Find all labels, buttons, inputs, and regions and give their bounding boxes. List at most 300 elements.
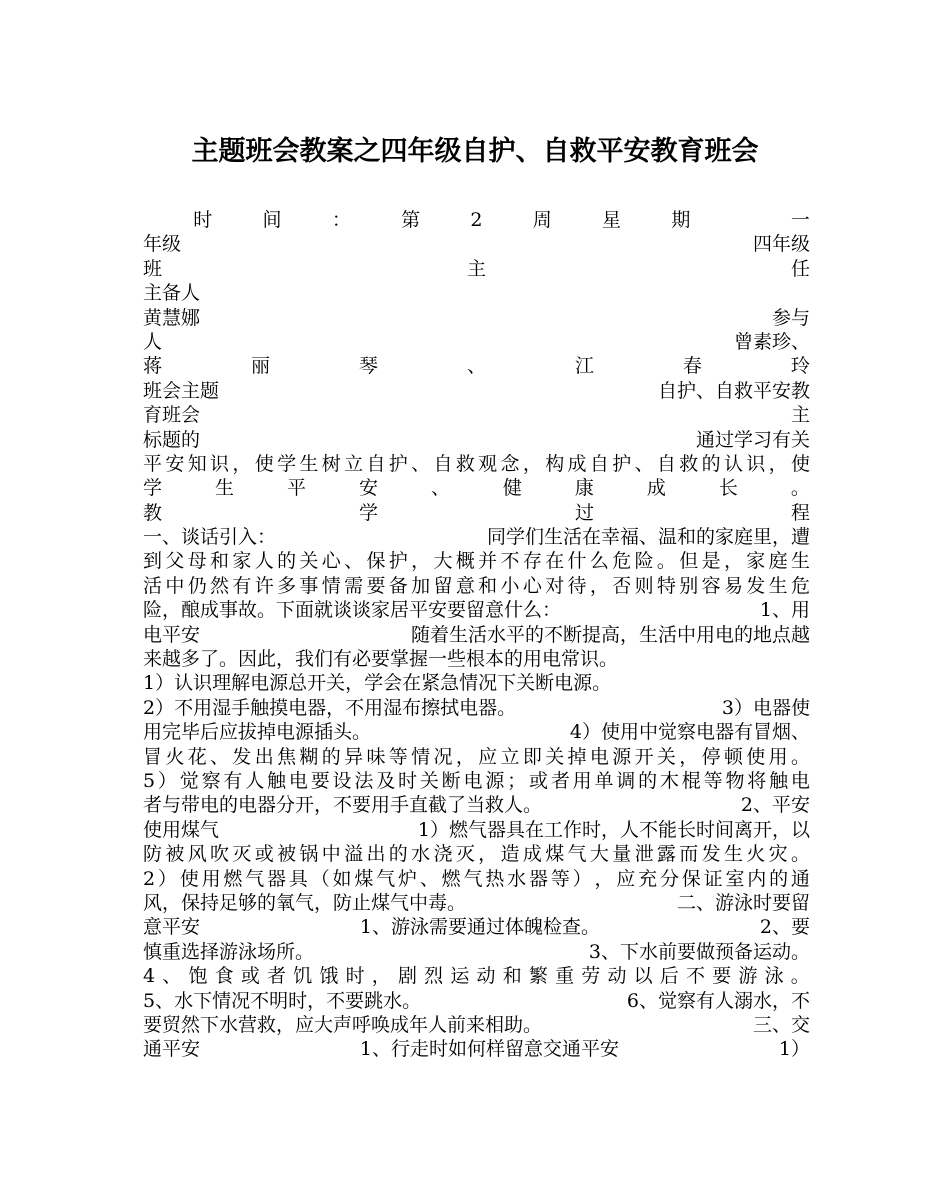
text-char: 需 <box>344 574 364 597</box>
text-char: 运 <box>450 965 470 988</box>
text-char: 具 <box>288 867 308 890</box>
text-char: 浇 <box>433 843 453 866</box>
text-char: 险 <box>634 550 654 573</box>
text-char: 么 <box>589 550 609 573</box>
text-char: 单 <box>594 769 614 792</box>
text-char: 燃 <box>223 867 243 890</box>
text-segment: 长 <box>718 477 738 500</box>
text-char: 器 <box>528 867 548 890</box>
text-segment: 第 <box>401 209 421 231</box>
text-segment: 4）使用中觉察电器有冒烟、 <box>569 721 810 744</box>
text-line <box>143 549 810 573</box>
text-char: 、 <box>162 965 182 988</box>
text-char: 饱 <box>188 965 208 988</box>
text-char: 4 <box>143 965 156 988</box>
text-line <box>143 793 810 817</box>
text-char: 特 <box>656 574 676 597</box>
text-char: 量 <box>612 843 632 866</box>
text-char: 的 <box>388 843 408 866</box>
text-char: 家 <box>232 550 252 573</box>
text-char: ） <box>157 867 177 890</box>
text-char: 待 <box>567 574 587 597</box>
text-segment: 慎重选择游泳场所。 <box>143 940 315 963</box>
text-char: 调 <box>616 769 636 792</box>
text-segment: 班会主题 <box>143 379 220 402</box>
text-segment: ： <box>331 209 351 231</box>
text-char: 中 <box>321 843 341 866</box>
text-line <box>143 428 810 452</box>
text-char: ， <box>411 550 431 573</box>
text-segment: 丽 <box>250 355 270 378</box>
text-char: 容 <box>701 574 721 597</box>
text-segment: 、 <box>466 355 486 378</box>
text-segment: 四年级 <box>752 233 810 256</box>
text-char: 许 <box>254 574 274 597</box>
text-segment: 班 <box>143 257 163 280</box>
text-segment: 使用煤气 <box>143 818 220 841</box>
text-line <box>143 501 810 525</box>
text-char: 要 <box>712 965 732 988</box>
text-char: 分 <box>659 867 679 890</box>
text-char: 泳 <box>764 965 784 988</box>
text-line <box>143 696 810 720</box>
text-char: 并 <box>478 550 498 573</box>
text-char: 用 <box>201 867 221 890</box>
text-char: 立 <box>344 452 364 475</box>
text-char: 露 <box>656 843 676 866</box>
text-segment: 三、交 <box>752 1013 810 1036</box>
text-segment: 主 <box>790 404 810 427</box>
text-char: 树 <box>321 452 341 475</box>
text-segment: 电平安 <box>143 623 201 646</box>
text-char: 等 <box>703 769 723 792</box>
text-char: 存 <box>522 550 542 573</box>
text-char: 气 <box>567 843 587 866</box>
text-segment: 2）不用湿手触摸电器，不用湿布擦拭电器。 <box>143 696 517 719</box>
text-line <box>143 476 810 500</box>
text-char: 成 <box>567 452 587 475</box>
text-char: 救 <box>679 452 699 475</box>
text-line <box>143 403 810 427</box>
text-line <box>143 915 810 939</box>
text-char: 生 <box>299 452 319 475</box>
text-char: 源 <box>485 769 505 792</box>
text-char: 物 <box>725 769 745 792</box>
text-char: 出 <box>254 745 274 768</box>
text-char: 关 <box>545 745 565 768</box>
text-char: 烈 <box>424 965 444 988</box>
text-segment: 1）燃气器具在工作时，人不能长时间离开，以 <box>417 818 810 841</box>
text-char: 事 <box>299 574 319 597</box>
text-line <box>143 769 810 793</box>
text-char: 发 <box>746 574 766 597</box>
text-segment: 期 <box>671 209 691 231</box>
text-char: 应 <box>616 867 636 890</box>
text-char: 人 <box>254 550 274 573</box>
text-line <box>143 232 810 256</box>
text-segment: 过 <box>574 501 594 524</box>
text-char: （ <box>310 867 330 890</box>
document-body <box>143 208 810 1062</box>
text-char: 等 <box>388 745 408 768</box>
text-char: 气 <box>245 867 265 890</box>
text-char: 仍 <box>187 574 207 597</box>
text-char: 什 <box>567 550 587 573</box>
text-char: 别 <box>679 574 699 597</box>
text-segment: 1、行走时如何样留意交通平安 <box>359 1038 619 1061</box>
text-char: 锅 <box>299 843 319 866</box>
text-char: 则 <box>634 574 654 597</box>
text-segment: 年级 <box>143 233 182 256</box>
text-line <box>143 867 810 891</box>
text-segment: 时 <box>193 209 213 231</box>
text-char: 断 <box>441 769 461 792</box>
text-char: 庭 <box>768 550 788 573</box>
text-char: 自 <box>366 452 386 475</box>
text-line <box>143 306 810 330</box>
text-segment: 3、下水前要做预备运动。 <box>588 940 810 963</box>
text-char: 但 <box>679 550 699 573</box>
text-line <box>143 623 810 647</box>
text-char: 的 <box>638 769 658 792</box>
text-segment: 来越多了。因此，我们有必要掌握一些根本的用电常识。 <box>143 648 619 671</box>
text-segment: 玲 <box>790 355 810 378</box>
text-char: 味 <box>366 745 386 768</box>
text-segment: 风，保持足够的氧气，防止煤气中毒。 <box>143 891 467 914</box>
text-char: 。 <box>790 965 810 988</box>
text-char: 花 <box>187 745 207 768</box>
text-char: ， <box>723 550 743 573</box>
text-char: 溢 <box>344 843 364 866</box>
text-char: ， <box>371 965 391 988</box>
text-char: 大 <box>433 550 453 573</box>
text-segment: 间 <box>262 209 282 231</box>
text-char: 者 <box>550 769 570 792</box>
text-char: 电 <box>790 769 810 792</box>
text-char: 自 <box>433 452 453 475</box>
text-char: ， <box>589 574 609 597</box>
text-char: 心 <box>321 550 341 573</box>
text-char: 中 <box>165 574 185 597</box>
text-char: 停 <box>701 745 721 768</box>
text-char: 如 <box>332 867 352 890</box>
text-char: 使 <box>179 867 199 890</box>
text-char: 意 <box>455 574 475 597</box>
text-char: 水 <box>507 867 527 890</box>
text-char: 识 <box>210 452 230 475</box>
text-char: 泄 <box>634 843 654 866</box>
text-segment: 生 <box>214 477 234 500</box>
text-segment: 1） <box>778 1038 810 1061</box>
text-char: 灭 <box>232 843 252 866</box>
text-line <box>143 452 810 476</box>
text-char: 识 <box>746 452 766 475</box>
text-char: 关 <box>299 550 319 573</box>
text-line <box>143 330 810 354</box>
text-char: 糊 <box>299 745 319 768</box>
text-char: 活 <box>143 574 163 597</box>
text-char: 时 <box>345 965 365 988</box>
text-segment: 自护、自救平安教 <box>657 379 810 402</box>
text-segment: 险，酿成事故。下面就谈谈家居平安要留意什么： <box>143 599 562 622</box>
document-title: 主题班会教案之四年级自护、自救平安教育班会 <box>191 136 759 167</box>
text-char: 人 <box>245 769 265 792</box>
text-char: ） <box>157 769 177 792</box>
text-segment: 2、要 <box>759 916 810 939</box>
text-segment: 同学们生活在幸福、温和的家庭里，遭 <box>486 526 810 549</box>
text-segment: 二、游泳时要留 <box>676 891 810 914</box>
text-char: 5 <box>143 769 156 792</box>
text-char: 法 <box>354 769 374 792</box>
text-segment: 主备人 <box>143 282 201 305</box>
text-char: ） <box>572 867 592 890</box>
text-char: 通 <box>790 867 810 890</box>
text-char: 易 <box>723 574 743 597</box>
text-segment: 学 <box>358 501 378 524</box>
text-segment: 蒋 <box>143 355 163 378</box>
text-line <box>143 842 810 866</box>
text-char: 电 <box>463 769 483 792</box>
text-segment: 黄慧娜 <box>143 306 201 329</box>
text-segment: 曾素珍、 <box>733 330 810 353</box>
text-segment: 一、谈话引入： <box>143 526 277 549</box>
text-char: 煤 <box>545 843 565 866</box>
text-char: 立 <box>500 745 520 768</box>
text-char: 生 <box>790 550 810 573</box>
text-segment: 周 <box>532 209 552 231</box>
text-char: 顿 <box>723 745 743 768</box>
text-char: 或 <box>528 769 548 792</box>
text-char: ； <box>507 769 527 792</box>
text-char: 保 <box>366 550 386 573</box>
text-char: 保 <box>681 867 701 890</box>
text-char: 饥 <box>293 965 313 988</box>
text-line <box>143 281 810 305</box>
text-segment: 主 <box>466 257 486 280</box>
text-char: 电 <box>589 745 609 768</box>
text-char: 棍 <box>681 769 701 792</box>
text-char: 等 <box>550 867 570 890</box>
text-segment: 春 <box>682 355 702 378</box>
text-char: 和 <box>478 574 498 597</box>
text-line <box>143 818 810 842</box>
text-line <box>143 964 810 988</box>
text-char: 煤 <box>354 867 374 890</box>
text-char: 灭 <box>455 843 475 866</box>
text-segment: 程 <box>790 501 810 524</box>
text-char: 室 <box>725 867 745 890</box>
text-char: 的 <box>701 452 721 475</box>
text-char: 内 <box>747 867 767 890</box>
text-line <box>143 598 810 622</box>
text-segment: 江 <box>574 355 594 378</box>
text-segment: 5、水下情况不明时，不要跳水。 <box>143 989 422 1012</box>
text-char: 源 <box>612 745 632 768</box>
text-char: 成 <box>522 843 542 866</box>
text-char: 心 <box>522 574 542 597</box>
text-char: 的 <box>277 550 297 573</box>
text-char: 证 <box>703 867 723 890</box>
text-char: 家 <box>746 550 766 573</box>
text-char: 概 <box>455 550 475 573</box>
text-char: 是 <box>701 550 721 573</box>
text-segment: 标题的 <box>143 428 201 451</box>
text-segment: 参与 <box>771 306 810 329</box>
text-char: 发 <box>232 745 252 768</box>
text-char: 关 <box>656 745 676 768</box>
text-char: 和 <box>502 965 522 988</box>
text-segment: 2 <box>470 209 483 231</box>
text-char: 否 <box>612 574 632 597</box>
text-char: 即 <box>522 745 542 768</box>
text-char: 小 <box>500 574 520 597</box>
text-line <box>143 525 810 549</box>
text-char: 饿 <box>319 965 339 988</box>
text-segment: 1）认识理解电源总开关，学会在紧急情况下关断电源。 <box>143 672 612 695</box>
text-segment: 。 <box>790 477 810 500</box>
text-char: 大 <box>589 843 609 866</box>
text-char: 燃 <box>441 867 461 890</box>
text-line <box>143 940 810 964</box>
text-char: 觉 <box>179 769 199 792</box>
text-char: 察 <box>201 769 221 792</box>
text-char: 繁 <box>528 965 548 988</box>
text-char: 要 <box>310 769 330 792</box>
text-char: 有 <box>223 769 243 792</box>
text-char: 。 <box>790 843 810 866</box>
text-segment: 6、觉察有人溺水，不 <box>626 989 810 1012</box>
text-segment: 要贸然下水营救，应大声呼唤成年人前来相助。 <box>143 1013 543 1036</box>
text-line <box>143 1037 810 1061</box>
text-char: 不 <box>500 550 520 573</box>
text-segment: 意平安 <box>143 916 201 939</box>
text-char: ， <box>232 452 252 475</box>
text-char: 、 <box>419 867 439 890</box>
text-segment: 1、游泳需要通过体魄检查。 <box>359 916 600 939</box>
text-char: 护 <box>612 452 632 475</box>
text-char: 灾 <box>768 843 788 866</box>
text-char: 不 <box>686 965 706 988</box>
text-char: 电 <box>288 769 308 792</box>
text-segment: 育班会 <box>143 404 201 427</box>
text-char: 焦 <box>277 745 297 768</box>
text-char: 而 <box>679 843 699 866</box>
text-segment: 用完毕后应拔掉电源插头。 <box>143 721 372 744</box>
text-char: 和 <box>210 550 230 573</box>
text-segment: 通平安 <box>143 1038 201 1061</box>
text-char: 在 <box>545 550 565 573</box>
text-char: 被 <box>277 843 297 866</box>
text-char: 异 <box>344 745 364 768</box>
text-char: 气 <box>463 867 483 890</box>
text-char: 情 <box>411 745 431 768</box>
text-char: 水 <box>411 843 431 866</box>
text-char: 自 <box>656 452 676 475</box>
text-char: 多 <box>277 574 297 597</box>
text-line <box>143 891 810 915</box>
text-char: 触 <box>267 769 287 792</box>
text-char: 被 <box>165 843 185 866</box>
text-char: 使 <box>254 452 274 475</box>
text-segment: 人 <box>143 330 163 353</box>
text-char: 自 <box>589 452 609 475</box>
text-char: 要 <box>366 574 386 597</box>
text-char: 发 <box>701 843 721 866</box>
text-char: 危 <box>612 550 632 573</box>
text-char: 使 <box>790 452 810 475</box>
text-char: 以 <box>633 965 653 988</box>
text-char: 造 <box>500 843 520 866</box>
text-char: 火 <box>746 843 766 866</box>
text-char: 留 <box>433 574 453 597</box>
text-char: 观 <box>478 452 498 475</box>
text-char: 冒 <box>143 745 163 768</box>
text-segment: 3）电器使 <box>721 696 810 719</box>
text-char: 使 <box>746 745 766 768</box>
text-char: 用 <box>572 769 592 792</box>
text-char: 、 <box>210 745 230 768</box>
text-char: 母 <box>187 550 207 573</box>
text-segment: 学 <box>143 477 163 500</box>
text-char: 食 <box>214 965 234 988</box>
text-char: 热 <box>485 867 505 890</box>
text-char: 掉 <box>567 745 587 768</box>
text-char: 后 <box>659 965 679 988</box>
text-line <box>143 574 810 598</box>
text-segment: 康 <box>574 477 594 500</box>
text-segment: 一 <box>790 209 810 231</box>
text-char: 认 <box>723 452 743 475</box>
text-char: 安 <box>165 452 185 475</box>
text-char: 应 <box>478 745 498 768</box>
text-char: ， <box>522 452 542 475</box>
text-char: ， <box>594 867 614 890</box>
text-char: 者 <box>267 965 287 988</box>
text-char: 动 <box>476 965 496 988</box>
text-char: 对 <box>545 574 565 597</box>
text-segment: 、 <box>430 477 450 500</box>
text-char: 及 <box>376 769 396 792</box>
text-line <box>143 379 810 403</box>
text-line <box>143 671 810 695</box>
text-segment: 教 <box>143 501 163 524</box>
text-char: 用 <box>768 745 788 768</box>
text-char: 重 <box>555 965 575 988</box>
text-char: 出 <box>366 843 386 866</box>
text-char: 生 <box>723 843 743 866</box>
text-char: 护 <box>388 452 408 475</box>
text-line <box>143 745 810 769</box>
text-line <box>143 354 810 378</box>
text-char: 平 <box>143 452 163 475</box>
text-char: 劳 <box>581 965 601 988</box>
text-char: 护 <box>388 550 408 573</box>
text-char: 器 <box>267 867 287 890</box>
text-char: 救 <box>455 452 475 475</box>
text-char: 触 <box>769 769 789 792</box>
text-char: 将 <box>747 769 767 792</box>
text-char: 况 <box>433 745 453 768</box>
text-char: 备 <box>388 574 408 597</box>
text-char: 的 <box>769 867 789 890</box>
text-char: 剧 <box>397 965 417 988</box>
text-char: 危 <box>790 574 810 597</box>
text-char: 。 <box>790 745 810 768</box>
text-char: 时 <box>398 769 418 792</box>
text-char: 2 <box>143 867 156 890</box>
text-char: 念 <box>500 452 520 475</box>
text-segment: 星 <box>602 209 622 231</box>
